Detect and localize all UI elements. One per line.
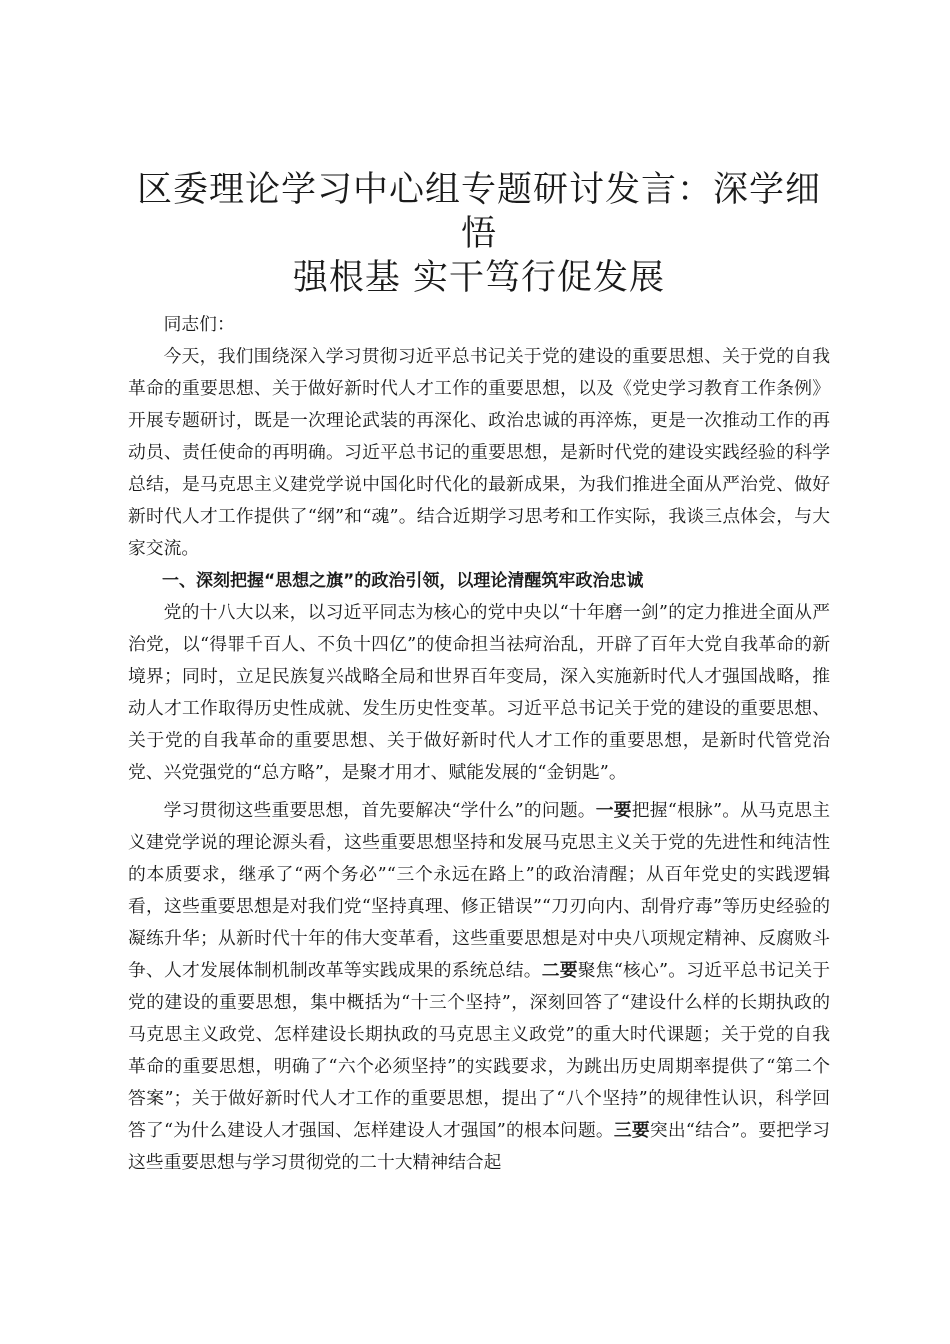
salutation: 同志们： (163, 314, 235, 335)
emphasis-third: 三要 (613, 1120, 650, 1141)
title-line-2: 强根基 实干笃行促发展 (292, 258, 666, 298)
para2-point-1: 把握“根脉”。从马克思主义建党学说的理论源头看，这些重要思想坚持和发展马克思主义关于党的先进性和纯洁性的本质要求，继承了“两个务必”“三个永远在路上”的政治清醒；从百年党史的实践逻辑看，这些重要思想是对我们党“坚持真理、修正错误”“刀刃向内、刮骨疗毒”等历史经验的凝练升华；从新时代十年的伟大变革看，这些重要思想是对中央八项规定精神、反腐败斗争、人才发展体制机制改革等实践成果的系统总结。 (128, 800, 830, 981)
emphasis-second: 二要 (541, 960, 578, 981)
document-title (120, 168, 838, 300)
body-paragraph-2 (128, 795, 830, 1179)
document-page (128, 168, 830, 1179)
para2-point-2: 聚焦“核心”。习近平总书记关于党的建设的重要思想，集中概括为“十三个坚持”，深刻回答了“建设什么样的长期执政的马克思主义政党、怎样建设长期执政的马克思主义政党”的重大时代课题；关于党的自我革命的重要思想，明确了“六个必须坚持”的实践要求，为跳出历史周期率提供了“第二个答案”；关于做好新时代人才工作的重要思想，提出了“八个坚持”的规律性认识，科学回答了“为什么建设人才强国、怎样建设人才强国”的根本问题。 (128, 960, 830, 1141)
intro-paragraph: 今天，我们围绕深入学习贯彻习近平总书记关于党的建设的重要思想、关于党的自我革命的重要思想、关于做好新时代人才工作的重要思想，以及《党史学习教育工作条例》开展专题研讨，既是一次理论武装的再深化、政治忠诚的再淬炼，更是一次推动工作的再动员、责任使命的再明确。习近平总书记的重要思想，是新时代党的建设实践经验的科学总结，是马克思主义建党学说中国化时代化的最新成果，为我们推进全面从严治党、做好新时代人才工作提供了“纲”和“魂”。结合近期学习思考和工作实际，我谈三点体会，与大家交流。 (128, 346, 830, 559)
emphasis-first: 一要 (595, 800, 632, 821)
section-heading-1: 一、深刻把握“思想之旗”的政治引领，以理论清醒筑牢政治忠诚 (162, 571, 644, 591)
body-paragraph-1: 党的十八大以来，以习近平同志为核心的党中央以“十年磨一剑”的定力推进全面从严治党，以“得罪千百人、不负十四亿”的使命担当祛疴治乱，开辟了百年大党自我革命的新境界；同时，立足民族复兴战略全局和世界百年变局，深入实施新时代人才强国战略，推动人才工作取得历史性成就、发生历史性变革。习近平总书记关于党的建设的重要思想、关于党的自我革命的重要思想、关于做好新时代人才工作的重要思想，是新时代管党治党、兴党强党的“总方略”，是聚才用才、赋能发展的“金钥匙”。 (128, 602, 830, 783)
title-line-1: 区委理论学习中心组专题研讨发言：深学细悟 (136, 170, 821, 254)
para2-point-3: 突出“结合”。要把学习这些重要思想与学习贯彻党的二十大精神结合起 (128, 1120, 830, 1173)
para2-lead: 学习贯彻这些重要思想，首先要解决“学什么”的问题。 (163, 800, 596, 821)
